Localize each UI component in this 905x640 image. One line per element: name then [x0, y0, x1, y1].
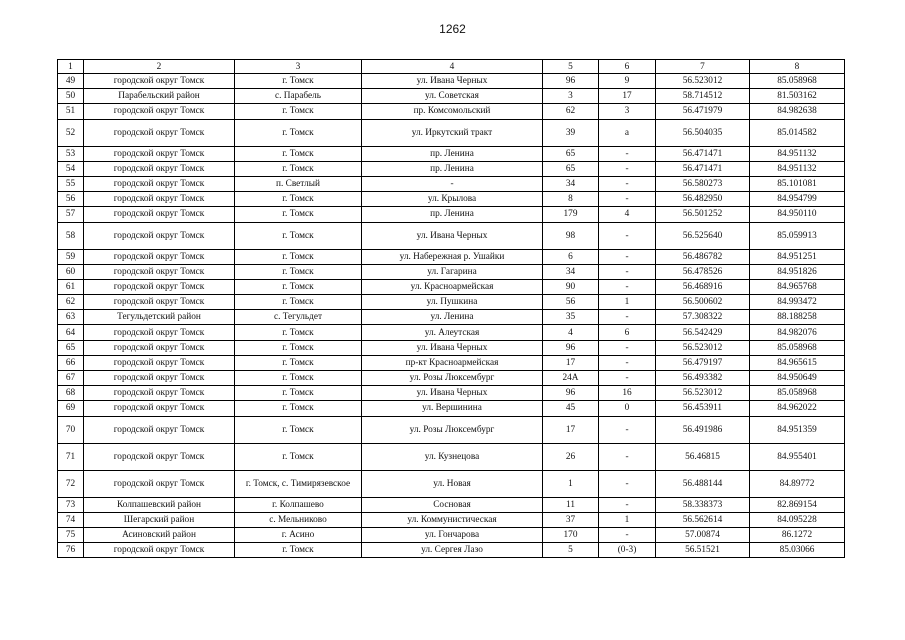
table-row [58, 470, 845, 497]
settlement-cell: г. Томск [235, 543, 362, 558]
table-row [58, 543, 845, 558]
street-cell: Сосновая [362, 497, 543, 512]
table-row [58, 249, 845, 264]
building-cell: - [599, 222, 656, 249]
municipality-cell: городской округ Томск [84, 543, 235, 558]
street-cell: ул. Гагарина [362, 264, 543, 279]
municipality-cell: городской округ Томск [84, 340, 235, 355]
table-row [58, 264, 845, 279]
table-row [58, 104, 845, 119]
latitude-cell: 56.46815 [656, 443, 750, 470]
house-cell: 17 [543, 416, 599, 443]
settlement-cell: г. Томск [235, 325, 362, 340]
building-cell: - [599, 470, 656, 497]
building-cell: 6 [599, 325, 656, 340]
longitude-cell: 84.982076 [750, 325, 845, 340]
building-cell: - [599, 264, 656, 279]
table-row [58, 443, 845, 470]
table-row [58, 340, 845, 355]
latitude-cell: 56.500602 [656, 295, 750, 310]
column-header-2: 2 [84, 60, 235, 74]
row-number: 50 [58, 89, 84, 104]
municipality-cell: городской округ Томск [84, 146, 235, 161]
house-cell: 65 [543, 161, 599, 176]
street-cell: ул. Иркутский тракт [362, 119, 543, 146]
longitude-cell: 84.993472 [750, 295, 845, 310]
latitude-cell: 56.471471 [656, 161, 750, 176]
table-row [58, 89, 845, 104]
table-row [58, 497, 845, 512]
data-table [57, 59, 845, 558]
street-cell: пр. Ленина [362, 161, 543, 176]
building-cell: - [599, 176, 656, 191]
municipality-cell: городской округ Томск [84, 355, 235, 370]
latitude-cell: 57.00874 [656, 527, 750, 542]
street-cell: ул. Ивана Черных [362, 386, 543, 401]
house-cell: 5 [543, 543, 599, 558]
table-row [58, 416, 845, 443]
table-row [58, 355, 845, 370]
row-number: 67 [58, 371, 84, 386]
municipality-cell: городской округ Томск [84, 371, 235, 386]
building-cell: 9 [599, 74, 656, 89]
settlement-cell: г. Колпашево [235, 497, 362, 512]
house-cell: 4 [543, 325, 599, 340]
table-row [58, 146, 845, 161]
row-number: 61 [58, 279, 84, 294]
street-cell: пр-кт Красноармейская [362, 355, 543, 370]
latitude-cell: 56.51521 [656, 543, 750, 558]
latitude-cell: 56.488144 [656, 470, 750, 497]
row-number: 73 [58, 497, 84, 512]
table-body [58, 74, 845, 558]
settlement-cell: г. Томск [235, 371, 362, 386]
longitude-cell: 85.058968 [750, 74, 845, 89]
building-cell: (0-3) [599, 543, 656, 558]
table-row [58, 279, 845, 294]
latitude-cell: 56.482950 [656, 192, 750, 207]
longitude-cell: 81.503162 [750, 89, 845, 104]
street-cell: пр. Комсомольский [362, 104, 543, 119]
settlement-cell: г. Томск [235, 119, 362, 146]
longitude-cell: 84.954799 [750, 192, 845, 207]
street-cell: ул. Крылова [362, 192, 543, 207]
row-number: 70 [58, 416, 84, 443]
latitude-cell: 56.453911 [656, 401, 750, 416]
building-cell: - [599, 192, 656, 207]
street-cell: ул. Сергея Лазо [362, 543, 543, 558]
house-cell: 96 [543, 386, 599, 401]
settlement-cell: г. Томск [235, 386, 362, 401]
row-number: 76 [58, 543, 84, 558]
municipality-cell: Колпашевский район [84, 497, 235, 512]
house-cell: 56 [543, 295, 599, 310]
latitude-cell: 57.308322 [656, 310, 750, 325]
street-cell: ул. Розы Люксембург [362, 371, 543, 386]
longitude-cell: 85.014582 [750, 119, 845, 146]
longitude-cell: 84.955401 [750, 443, 845, 470]
house-cell: 170 [543, 527, 599, 542]
house-cell: 65 [543, 146, 599, 161]
latitude-cell: 56.542429 [656, 325, 750, 340]
row-number: 68 [58, 386, 84, 401]
settlement-cell: г. Томск [235, 279, 362, 294]
house-cell: 6 [543, 249, 599, 264]
settlement-cell: г. Томск [235, 104, 362, 119]
municipality-cell: городской округ Томск [84, 161, 235, 176]
settlement-cell: г. Томск [235, 192, 362, 207]
latitude-cell: 56.523012 [656, 386, 750, 401]
row-number: 69 [58, 401, 84, 416]
latitude-cell: 56.493382 [656, 371, 750, 386]
row-number: 52 [58, 119, 84, 146]
settlement-cell: г. Томск [235, 222, 362, 249]
column-header-7: 7 [656, 60, 750, 74]
row-number: 72 [58, 470, 84, 497]
street-cell: ул. Розы Люксембург [362, 416, 543, 443]
settlement-cell: г. Томск [235, 443, 362, 470]
table-row [58, 386, 845, 401]
settlement-cell: г. Томск [235, 74, 362, 89]
row-number: 62 [58, 295, 84, 310]
house-cell: 96 [543, 74, 599, 89]
latitude-cell: 56.525640 [656, 222, 750, 249]
longitude-cell: 84.951251 [750, 249, 845, 264]
municipality-cell: городской округ Томск [84, 401, 235, 416]
longitude-cell: 84.950110 [750, 207, 845, 222]
column-header-8: 8 [750, 60, 845, 74]
street-cell: ул. Советская [362, 89, 543, 104]
building-cell: - [599, 416, 656, 443]
house-cell: 45 [543, 401, 599, 416]
row-number: 66 [58, 355, 84, 370]
building-cell: - [599, 371, 656, 386]
row-number: 63 [58, 310, 84, 325]
row-number: 53 [58, 146, 84, 161]
house-cell: 11 [543, 497, 599, 512]
house-cell: 3 [543, 89, 599, 104]
house-cell: 17 [543, 355, 599, 370]
table-row [58, 207, 845, 222]
building-cell: 16 [599, 386, 656, 401]
house-cell: 98 [543, 222, 599, 249]
latitude-cell: 56.479197 [656, 355, 750, 370]
longitude-cell: 88.188258 [750, 310, 845, 325]
municipality-cell: городской округ Томск [84, 207, 235, 222]
municipality-cell: городской округ Томск [84, 443, 235, 470]
longitude-cell: 85.101081 [750, 176, 845, 191]
latitude-cell: 56.468916 [656, 279, 750, 294]
latitude-cell: 56.471471 [656, 146, 750, 161]
table-row [58, 371, 845, 386]
building-cell: - [599, 310, 656, 325]
longitude-cell: 84.89772 [750, 470, 845, 497]
settlement-cell: п. Светлый [235, 176, 362, 191]
longitude-cell: 84.951359 [750, 416, 845, 443]
table-row [58, 192, 845, 207]
building-cell: 17 [599, 89, 656, 104]
house-cell: 179 [543, 207, 599, 222]
table-header-row [58, 60, 845, 74]
house-cell: 37 [543, 512, 599, 527]
settlement-cell: г. Томск [235, 340, 362, 355]
settlement-cell: г. Томск [235, 161, 362, 176]
house-cell: 96 [543, 340, 599, 355]
house-cell: 34 [543, 176, 599, 191]
table-row [58, 222, 845, 249]
longitude-cell: 84.982638 [750, 104, 845, 119]
row-number: 56 [58, 192, 84, 207]
longitude-cell: 84.951132 [750, 146, 845, 161]
building-cell: а [599, 119, 656, 146]
municipality-cell: городской округ Томск [84, 249, 235, 264]
street-cell: ул. Кузнецова [362, 443, 543, 470]
row-number: 64 [58, 325, 84, 340]
municipality-cell: городской округ Томск [84, 74, 235, 89]
street-cell: ул. Ивана Черных [362, 74, 543, 89]
municipality-cell: городской округ Томск [84, 119, 235, 146]
latitude-cell: 58.338373 [656, 497, 750, 512]
settlement-cell: г. Томск [235, 207, 362, 222]
latitude-cell: 56.562614 [656, 512, 750, 527]
row-number: 71 [58, 443, 84, 470]
building-cell: 1 [599, 295, 656, 310]
street-cell: ул. Красноармейская [362, 279, 543, 294]
row-number: 55 [58, 176, 84, 191]
house-cell: 35 [543, 310, 599, 325]
settlement-cell: г. Томск [235, 264, 362, 279]
building-cell: - [599, 279, 656, 294]
row-number: 58 [58, 222, 84, 249]
municipality-cell: Асиновский район [84, 527, 235, 542]
street-cell: ул. Набережная р. Ушайки [362, 249, 543, 264]
settlement-cell: г. Асино [235, 527, 362, 542]
municipality-cell: городской округ Томск [84, 222, 235, 249]
row-number: 57 [58, 207, 84, 222]
longitude-cell: 85.058968 [750, 340, 845, 355]
longitude-cell: 84.950649 [750, 371, 845, 386]
building-cell: - [599, 340, 656, 355]
longitude-cell: 84.951826 [750, 264, 845, 279]
latitude-cell: 56.523012 [656, 74, 750, 89]
municipality-cell: городской округ Томск [84, 104, 235, 119]
building-cell: - [599, 146, 656, 161]
building-cell: 4 [599, 207, 656, 222]
municipality-cell: городской округ Томск [84, 176, 235, 191]
page-number: 1262 [439, 22, 466, 36]
municipality-cell: Шегарский район [84, 512, 235, 527]
column-header-5: 5 [543, 60, 599, 74]
row-number: 59 [58, 249, 84, 264]
longitude-cell: 84.951132 [750, 161, 845, 176]
longitude-cell: 82.869154 [750, 497, 845, 512]
house-cell: 39 [543, 119, 599, 146]
settlement-cell: г. Томск, с. Тимирязевское [235, 470, 362, 497]
street-cell: ул. Гончарова [362, 527, 543, 542]
street-cell: ул. Пушкина [362, 295, 543, 310]
longitude-cell: 85.03066 [750, 543, 845, 558]
municipality-cell: Парабельский район [84, 89, 235, 104]
latitude-cell: 56.486782 [656, 249, 750, 264]
building-cell: - [599, 527, 656, 542]
table-row [58, 527, 845, 542]
longitude-cell: 84.965615 [750, 355, 845, 370]
settlement-cell: с. Тегульдет [235, 310, 362, 325]
row-number: 75 [58, 527, 84, 542]
municipality-cell: городской округ Томск [84, 279, 235, 294]
street-cell: ул. Коммунистическая [362, 512, 543, 527]
house-cell: 8 [543, 192, 599, 207]
column-header-1: 1 [58, 60, 84, 74]
latitude-cell: 56.491986 [656, 416, 750, 443]
latitude-cell: 58.714512 [656, 89, 750, 104]
municipality-cell: городской округ Томск [84, 416, 235, 443]
row-number: 51 [58, 104, 84, 119]
house-cell: 62 [543, 104, 599, 119]
column-header-6: 6 [599, 60, 656, 74]
house-cell: 90 [543, 279, 599, 294]
building-cell: - [599, 355, 656, 370]
row-number: 65 [58, 340, 84, 355]
settlement-cell: г. Томск [235, 401, 362, 416]
street-cell: ул. Алеутская [362, 325, 543, 340]
table-row [58, 74, 845, 89]
settlement-cell: с. Мельниково [235, 512, 362, 527]
row-number: 74 [58, 512, 84, 527]
building-cell: - [599, 161, 656, 176]
municipality-cell: городской округ Томск [84, 386, 235, 401]
latitude-cell: 56.478526 [656, 264, 750, 279]
longitude-cell: 84.095228 [750, 512, 845, 527]
house-cell: 24А [543, 371, 599, 386]
table-row [58, 295, 845, 310]
latitude-cell: 56.523012 [656, 340, 750, 355]
settlement-cell: г. Томск [235, 416, 362, 443]
longitude-cell: 84.965768 [750, 279, 845, 294]
longitude-cell: 85.058968 [750, 386, 845, 401]
column-header-3: 3 [235, 60, 362, 74]
municipality-cell: городской округ Томск [84, 325, 235, 340]
latitude-cell: 56.501252 [656, 207, 750, 222]
municipality-cell: Тегульдетский район [84, 310, 235, 325]
municipality-cell: городской округ Томск [84, 470, 235, 497]
municipality-cell: городской округ Томск [84, 295, 235, 310]
longitude-cell: 86.1272 [750, 527, 845, 542]
table-row [58, 401, 845, 416]
row-number: 60 [58, 264, 84, 279]
settlement-cell: с. Парабель [235, 89, 362, 104]
street-cell: - [362, 176, 543, 191]
row-number: 54 [58, 161, 84, 176]
settlement-cell: г. Томск [235, 295, 362, 310]
street-cell: ул. Вершинина [362, 401, 543, 416]
street-cell: ул. Новая [362, 470, 543, 497]
row-number: 49 [58, 74, 84, 89]
settlement-cell: г. Томск [235, 355, 362, 370]
building-cell: 1 [599, 512, 656, 527]
table-row [58, 119, 845, 146]
house-cell: 26 [543, 443, 599, 470]
table-row [58, 161, 845, 176]
building-cell: - [599, 443, 656, 470]
street-cell: ул. Ленина [362, 310, 543, 325]
column-header-4: 4 [362, 60, 543, 74]
building-cell: - [599, 249, 656, 264]
latitude-cell: 56.471979 [656, 104, 750, 119]
latitude-cell: 56.580273 [656, 176, 750, 191]
building-cell: 0 [599, 401, 656, 416]
street-cell: ул. Ивана Черных [362, 340, 543, 355]
street-cell: ул. Ивана Черных [362, 222, 543, 249]
longitude-cell: 85.059913 [750, 222, 845, 249]
house-cell: 34 [543, 264, 599, 279]
table-row [58, 310, 845, 325]
table-row [58, 176, 845, 191]
municipality-cell: городской округ Томск [84, 264, 235, 279]
table-row [58, 512, 845, 527]
building-cell: - [599, 497, 656, 512]
street-cell: пр. Ленина [362, 207, 543, 222]
latitude-cell: 56.504035 [656, 119, 750, 146]
municipality-cell: городской округ Томск [84, 192, 235, 207]
table-row [58, 325, 845, 340]
settlement-cell: г. Томск [235, 146, 362, 161]
street-cell: пр. Ленина [362, 146, 543, 161]
building-cell: 3 [599, 104, 656, 119]
longitude-cell: 84.962022 [750, 401, 845, 416]
settlement-cell: г. Томск [235, 249, 362, 264]
house-cell: 1 [543, 470, 599, 497]
